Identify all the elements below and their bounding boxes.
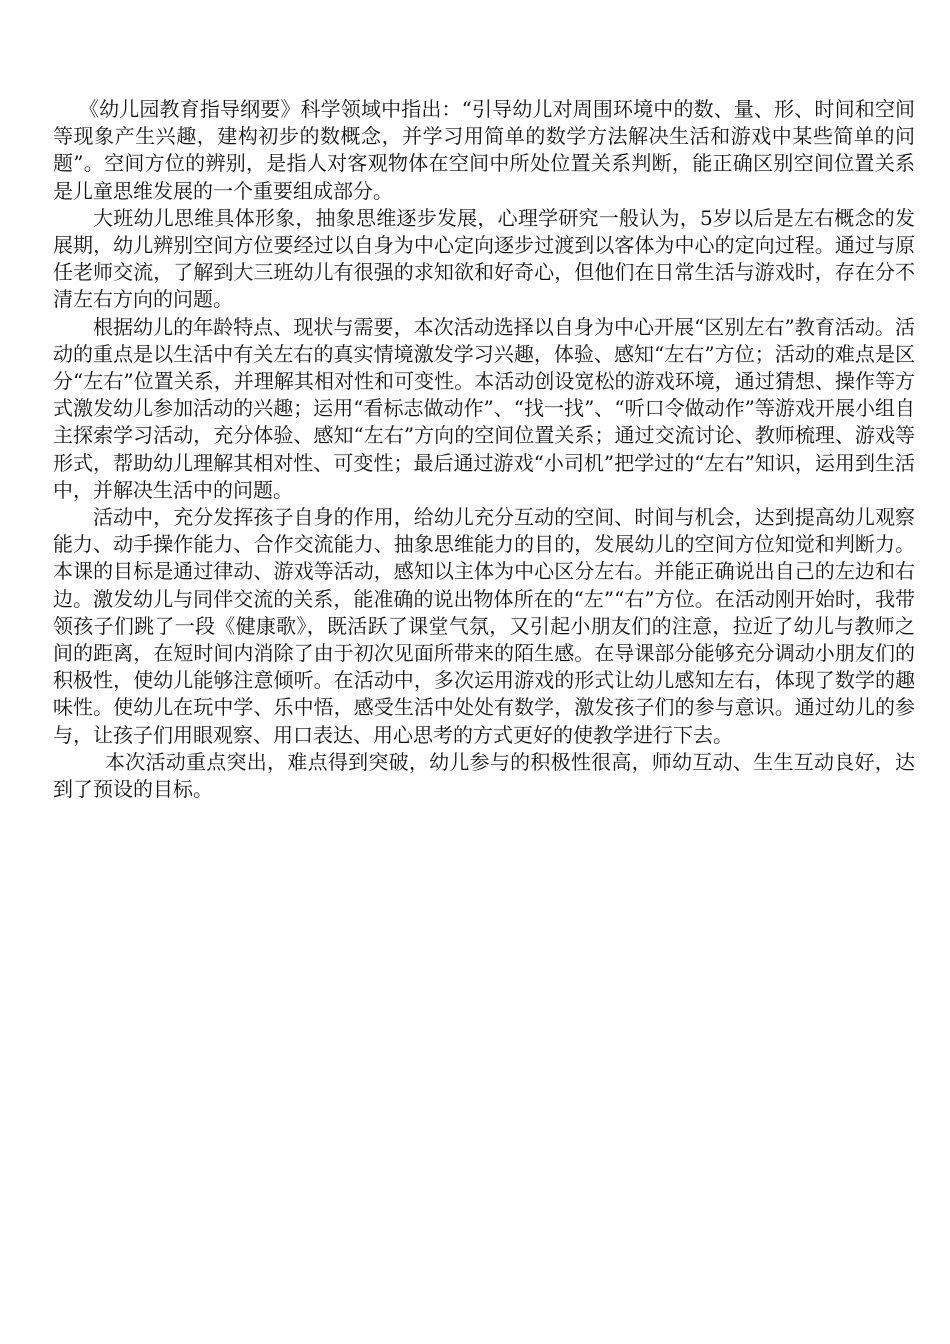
paragraph-conclusion: 本次活动重点突出，难点得到突破，幼儿参与的积极性很高，师幼互动、生生互动良好，达到了预设的目标。 [53, 749, 915, 802]
paragraph-activity-design: 根据幼儿的年龄特点、现状与需要，本次活动选择以自身为中心开展“区别左右”教育活动。活动的重点是以生活中有关左右的真实情境激发学习兴趣，体验、感知“左右”方位；活动的难点是区分“左右”位置关系，并理解其相对性和可变性。本活动创设宽松的游戏环境，通过猜想、操作等方式激发幼儿参加活动的兴趣；运用“看标志做动作”、“找一找”、“听口令做动作”等游戏开展小组自主探索学习活动，充分体验、感知“左右”方向的空间位置关系；通过交流讨论、教师梳理、游戏等形式，帮助幼儿理解其相对性、可变性；最后通过游戏“小司机”把学过的“左右”知识，运用到生活中，并解决生活中的问题。 [53, 314, 915, 502]
paragraph-child-development: 大班幼儿思维具体形象，抽象思维逐步发展，心理学研究一般认为，5岁以后是左右概念的发展期，幼儿辨别空间方位要经过以自身为中心定向逐步过渡到以客体为中心的定向过程。通过与原任老师交流，了解到大三班幼儿有很强的求知欲和好奇心，但他们在日常生活与游戏时，存在分不清左右方向的问题。 [53, 205, 915, 312]
document-body [53, 96, 915, 803]
paragraph-guideline-quote: 《幼儿园教育指导纲要》科学领域中指出：“引导幼儿对周围环境中的数、量、形、时间和空间等现象产生兴趣，建构初步的数概念，并学习用简单的数学方法解决生活和游戏中某些简单的问题”。空间方位的辨别，是指人对客观物体在空间中所处位置关系判断，能正确区别空间位置关系是儿童思维发展的一个重要组成部分。 [53, 97, 915, 203]
paragraph-activity-reflection: 活动中，充分发挥孩子自身的作用，给幼儿充分互动的空间、时间与机会，达到提高幼儿观察能力、动手操作能力、合作交流能力、抽象思维能力的目的，发展幼儿的空间方位知觉和判断力。本课的目标是通过律动、游戏等活动，感知以主体为中心区分左右。并能正确说出自己的左边和右边。激发幼儿与同伴交流的关系，能准确的说出物体所在的“左”“右”方位。在活动刚开始时，我带领孩子们跳了一段《健康歌》，既活跃了课堂气氛，又引起小朋友们的注意，拉近了幼儿与教师之间的距离，在短时间内消除了由于初次见面所带来的陌生感。在导课部分能够充分调动小朋友们的积极性，使幼儿能够注意倾听。在活动中，多次运用游戏的形式让幼儿感知左右，体现了数学的趣味性。使幼儿在玩中学、乐中悟，感受生活中处处有数学，激发孩子们的参与意识。通过幼儿的参与，让孩子们用眼观察、用口表达、用心思考的方式更好的使教学进行下去。 [53, 505, 915, 747]
